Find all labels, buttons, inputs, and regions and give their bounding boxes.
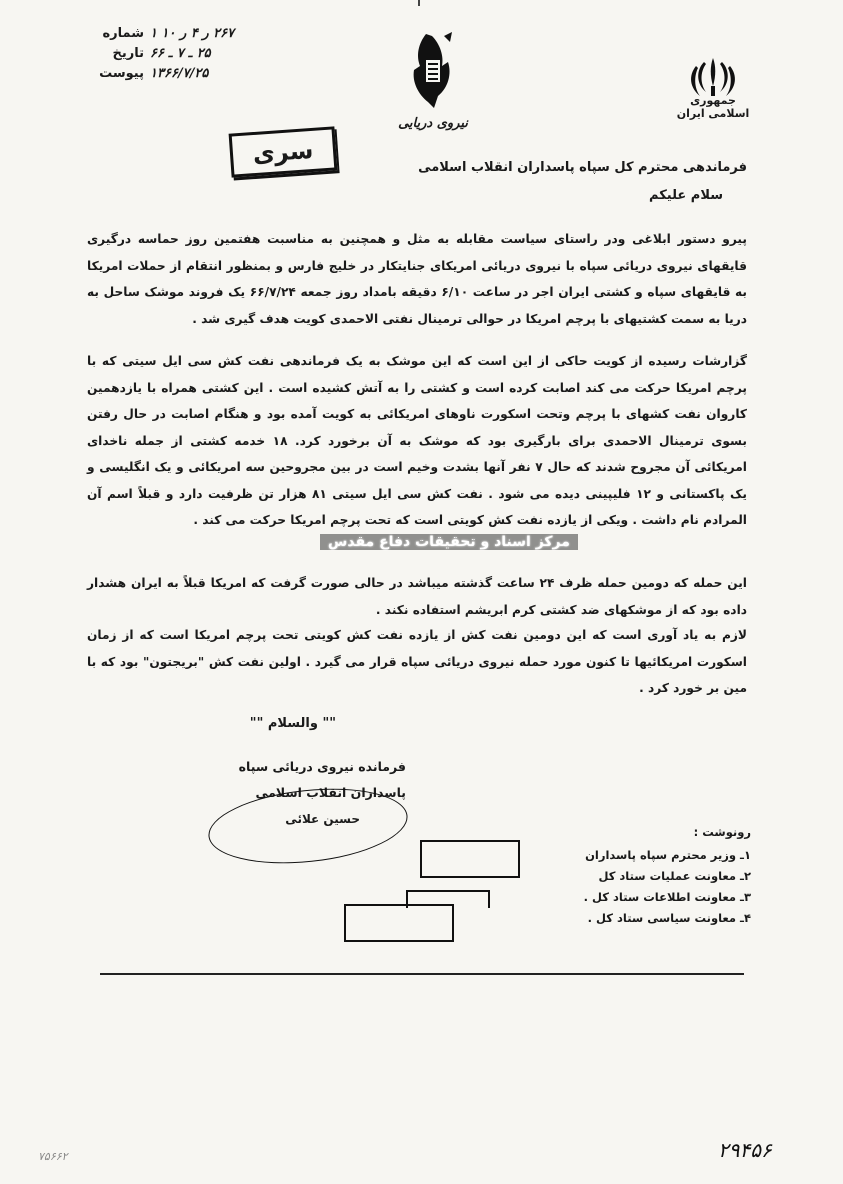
addressee: فرماندهی محترم کل سپاه پاسداران انقلاب اسلامی — [418, 160, 747, 175]
meta-attachment-row — [92, 64, 272, 84]
meta-number-row — [92, 24, 272, 44]
redaction-box — [344, 904, 454, 942]
cc-item: ۴ـ معاونت سیاسی ستاد کل . — [587, 911, 751, 925]
iri-caption: جمهوری اسلامی ایران — [676, 94, 750, 120]
archive-watermark: مرکز اسناد و تحقیقات دفاع مقدس — [320, 534, 578, 550]
cc-title: رونوشت : — [693, 825, 751, 839]
signature-title-line: فرمانده نیروی دریائی سپاه — [238, 759, 406, 774]
letter-meta — [92, 24, 272, 84]
body-paragraph: گزارشات رسیده از کویت حاکی از این است که این موشک به یک فرماندهی نفت کش سی ایل سیتی که با پرچم امریکا حرکت می کند اصابت کرده است و کشتی را به آتش کشیده است . این کشتی همراه با یازدهمین کاروان نفت کشهای با پرچم وتحت اسکورت ناوهای امریکائی به کویت آمده بود و هنگام اصابت در حال رفتن بسوی ترمینال الاحمدی برای بارگیری بود که موشک به آن برخورد کرد. ۱۸ خدمه کشتی از جمله ناخدای امریکائی آن مجروح شدند که حال ۷ نفر آنها بشدت وخیم است در بین مجروحین سه امریکائی و یک انگلیسی و یک پاکستانی و ۱۲ فلیپینی دیده می شود . نفت کش سی ایل سیتی ۸۱ هزار تن ظرفیت دارد و قبلاً اسم آن المرادم نام داشت . ویکی از یازده نفت کش کویتی است که تحت پرچم امریکا حرکت می کند . — [87, 354, 748, 527]
iri-emblem-icon — [686, 56, 740, 98]
archive-faint-number: ۷۵۶۶۲ — [38, 1150, 68, 1163]
divider-line — [100, 973, 744, 975]
number-value: ۲۶۷ ر ۴ ر ۱۰ ۱ — [150, 26, 235, 41]
secret-classification-stamp: سری — [229, 126, 338, 177]
signature-title-line: پاسداران انقلاب اسلامی — [255, 785, 406, 800]
body-paragraph: لازم به یاد آوری است که این دومین نفت کش از یازده نفت کش کویتی تحت پرچم امریکا است که از زمان اسکورت امریکائیها تا کنون مورد حمله نیروی دریائی سپاه قرار می گیرد . اولین نفت کش "بریجتون" بود که با مین بر خورد کرد . — [87, 628, 747, 695]
attachment-value: ۱۳۶۶/۷/۲۵ — [150, 66, 209, 81]
signature-name: حسین علائی — [285, 812, 360, 826]
meta-date-row — [92, 44, 272, 64]
cc-list — [511, 822, 751, 929]
date-value: ۲۵ ـ ۷ ـ ۶۶ — [150, 46, 211, 61]
cc-item: ۱ـ وزیر محترم سپاه پاسداران — [585, 848, 751, 862]
date-label: تاریخ — [112, 46, 144, 61]
closing: "" والسلام "" — [249, 716, 336, 731]
body-paragraph: این حمله که دومین حمله ظرف ۲۴ ساعت گذشته میباشد در حالی صورت گرفت که امریکا قبلاً به ایران هشدار داده بود که از موشکهای ضد کشتی کرم ابریشم استفاده نکند . — [87, 576, 747, 617]
redaction-box — [420, 840, 520, 878]
body-paragraph: پیرو دستور ابلاغی ودر راستای سیاست مقابله به مثل و همچنین به مناسبت هفتمین روز حماسه درگیری قایقهای نیروی دریائی سپاه با نیروی دریائی امریکای جنایتکار در خلیج فارس و بمنظور انتقام از حملات امریکا به قایقهای سپاه و کشتی ایران اجر در ساعت ۶/۱۰ دقیقه بامداد روز جمعه ۶۶/۷/۲۴ یک فروند موشک ساحل به دریا به سمت کشتیهای با پرچم امریکا در حوالی ترمینال نفتی الاحمدی کویت هدف گیری شد . — [87, 232, 748, 326]
irgc-caption: نیروی دریایی — [398, 116, 468, 131]
scan-mark — [418, 0, 420, 6]
greeting: سلام علیکم — [649, 188, 723, 203]
cc-item: ۲ـ معاونت عملیات ستاد کل — [598, 869, 751, 883]
archive-page-number: ۲۹۴۵۶ — [718, 1138, 772, 1162]
attachment-label: پیوست — [99, 66, 144, 81]
irgc-emblem-icon — [404, 30, 462, 110]
cc-item: ۳ـ معاونت اطلاعات ستاد کل . — [583, 890, 751, 904]
number-label: شماره — [102, 26, 144, 41]
